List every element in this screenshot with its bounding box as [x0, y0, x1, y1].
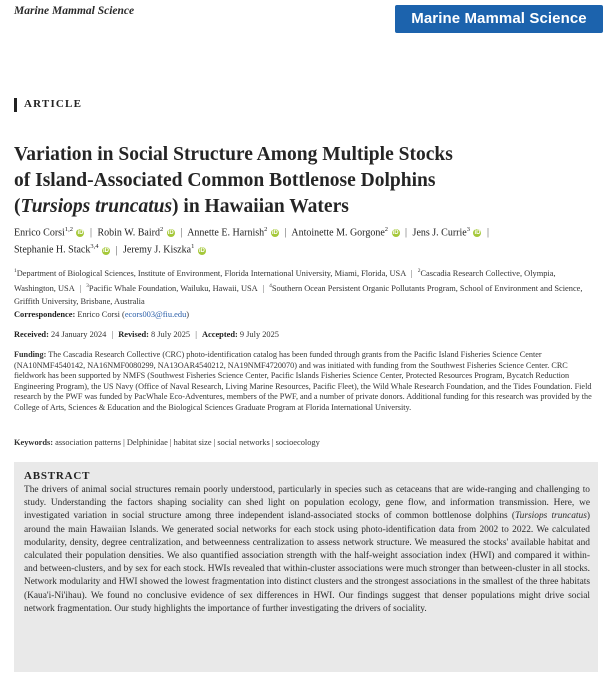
affil-separator: | [410, 268, 413, 278]
affil-separator: | [79, 284, 82, 294]
author-affil-sup: 2 [159, 226, 164, 233]
affil-sup: 4 [269, 283, 272, 290]
title-line-1: Variation in Social Structure Among Multiple Stocks [14, 144, 453, 165]
orcid-icon[interactable]: iD [474, 230, 481, 237]
revised-date: 8 July 2025 [151, 330, 191, 339]
journal-name: Marine Mammal Science [14, 5, 135, 17]
accepted-label: Accepted: [201, 330, 238, 339]
author-affil-sup: 1,2 [64, 226, 73, 233]
title-paren: ( [14, 196, 21, 217]
correspondence: Correspondence: Enrico Corsi (ecors003@fiu.edu) [14, 310, 190, 319]
date-separator: | [195, 330, 197, 339]
affiliation: Department of Biological Sciences, Institute of Environment, Florida International University, Miami, Florida, USA [16, 268, 406, 278]
orcid-icon[interactable]: iD [271, 230, 278, 237]
article-title [14, 142, 574, 220]
affiliations [14, 265, 594, 308]
journal-logo[interactable]: Marine Mammal Science [395, 5, 603, 33]
abstract-species: Tursiops truncatus [514, 511, 587, 522]
correspondence-label: Correspondence: [14, 310, 76, 319]
date-separator: | [111, 330, 114, 339]
affiliation: Southern Ocean Persistent Organic Pollutants Program, School of Environment and Science, Griffith University, Brisbane, Australia [14, 284, 583, 306]
author-separator: | [284, 227, 287, 239]
author-list [14, 223, 584, 258]
abstract-box [14, 462, 598, 672]
author-separator: | [180, 227, 183, 239]
author[interactable]: Stephanie H. Stack [14, 244, 91, 256]
keywords-label: Keywords: [14, 438, 54, 447]
author-affil-sup: 1 [191, 243, 195, 251]
affil-sup: 1 [14, 268, 17, 274]
author-affil-sup: 2 [384, 226, 389, 233]
title-line-3: ) in Hawaiian Waters [172, 196, 349, 217]
abstract-part-2: ) around the main Hawaiian Islands. We generated social networks for each stock using photo-identification data from 2002 to 2022. We calculated modularity, density, degree centralization, and betweenness centralization to assess network structure. We measured the stocks' available habitat and calculated their population densities. We also quantified association strength with the half-weight association index (HWI) and compared it within- and between-clusters, and by sex for each stock. HWIs revealed that within-cluster associations were much stronger than between-cluster in all stocks. Network modularity and HWI showed the lowest fragmentation into distinct clusters and the strongest associations in the smallest of the three habitats (Kaua'i-Ni'ihau). We found no conclusive evidence of sex differences in HWI. Our findings suggest that denser populations might drive social network fragmentation. Our study highlights the importance of further investigating the drivers of sociality. [24, 511, 590, 614]
author[interactable]: Jeremy J. Kiszka [123, 244, 192, 256]
abstract-heading: ABSTRACT [24, 470, 91, 482]
author-affil-sup: 2 [264, 226, 268, 233]
author-separator: | [115, 244, 118, 256]
article-dates [14, 330, 279, 339]
orcid-icon[interactable]: iD [103, 247, 109, 254]
orcid-icon[interactable]: iD [392, 230, 399, 237]
affil-separator: | [262, 284, 265, 294]
abstract-text [24, 484, 590, 616]
affil-sup: 3 [86, 283, 89, 290]
author-separator: | [405, 227, 408, 239]
title-line-2: of Island-Associated Common Bottlenose Dolphins [14, 170, 436, 191]
affil-sup: 2 [417, 268, 421, 274]
orcid-icon[interactable]: iD [198, 247, 205, 254]
correspondence-name: Enrico Corsi [77, 310, 120, 319]
funding-statement [14, 350, 598, 414]
author-separator: | [89, 227, 92, 239]
author-separator: | [486, 227, 489, 239]
article-type-label: ARTICLE [24, 98, 83, 110]
correspondence-email-link[interactable]: ecors003@fiu.edu [124, 310, 187, 319]
author[interactable]: Annette E. Harnish [187, 227, 265, 239]
accepted-date: 9 July 2025 [239, 330, 279, 339]
author-affil-sup: 3 [466, 226, 470, 233]
funding-label: Funding: [14, 350, 47, 359]
abstract-part-1: The drivers of animal social structures remain poorly understood, particularly in species such as cetaceans that are wide-ranging and challenging to study. Understanding the factors shaping sociality can shed light on population ecology, gene flow, and information transmission. Here, we investigated variation in social structure among three independent island-associated stocks of common bottlenose dolphins ( [24, 485, 590, 522]
funding-text: The Cascadia Research Collective (CRC) photo-identification catalog has been funded through grants from the Pacific Island Fisheries Science Center (NA10NMF4540142, NA16NMF0080299, NA13OAR4540212, NA19NMF4720070) and was initiated with funding from the Southwest Fisheries Science Center. CRC fieldwork has been supported by NMFS (Southwest Fisheries Science Center, Pacific Islands Fisheries Science Center, Protected Resources Program, Bycatch Reduction Engineering Program), the US Navy (Office of Naval Research, Living Marine Resources, Pacific Fleet), the Wild Whale Research Foundation, and the Tides Foundation. Field research by the PWF was funded by PacWhale Eco-Adventures, members of the PWF, and a number of private donors. Additional funding for this research was provided by the College of Arts, Sciences & Education and the Biological Sciences Graduate Program at Florida International University. [14, 350, 592, 412]
received-date: 24 January 2024 [50, 330, 107, 339]
revised-label: Revised: [118, 330, 149, 339]
author[interactable]: Antoinette M. Gorgone [291, 227, 385, 239]
orcid-icon[interactable]: iD [77, 230, 84, 237]
title-species: Tursiops truncatus [20, 196, 173, 217]
section-marker [14, 98, 17, 112]
author[interactable]: Enrico Corsi [14, 227, 65, 239]
author[interactable]: Robin W. Baird [97, 227, 160, 239]
keywords [14, 438, 320, 447]
keywords-text: association patterns | Delphinidae | habitat size | social networks | socioecology [55, 438, 320, 447]
author[interactable]: Jens J. Currie [412, 227, 467, 239]
author-affil-sup: 3,4 [90, 243, 99, 251]
received-label: Received: [14, 330, 49, 339]
orcid-icon[interactable]: iD [167, 230, 174, 237]
affiliation: Cascadia Research Collective, Olympia, Washington, USA [14, 268, 556, 294]
affiliation: Pacific Whale Foundation, Wailuku, Hawaii, USA [88, 284, 258, 294]
